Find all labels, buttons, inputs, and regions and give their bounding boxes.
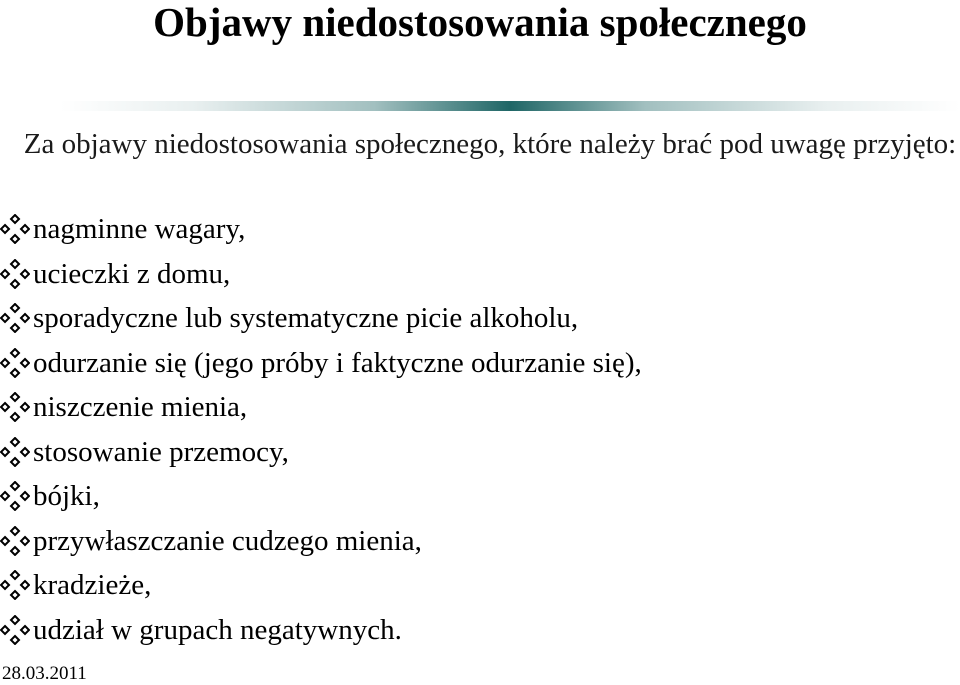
- list-item: [0, 296, 642, 341]
- list-item: [0, 385, 642, 430]
- slide-title: Objawy niedostosowania społecznego: [153, 0, 807, 45]
- list-item: [0, 608, 642, 653]
- list-item-text: stosowanie przemocy,: [33, 435, 289, 468]
- four-diamond-icon: [0, 570, 30, 600]
- four-diamond-icon: [0, 481, 30, 511]
- list-item-text: udział w grupach negatywnych.: [33, 613, 402, 646]
- intro-text: Za objawy niedostosowania społecznego, które należy brać pod uwagę przyjęto:: [23, 128, 957, 160]
- four-diamond-icon: [0, 214, 30, 244]
- list-item-text: kradzieże,: [33, 569, 152, 601]
- list-item: [0, 207, 642, 252]
- slide-date: 28.03.2011: [2, 663, 87, 684]
- list-item: [0, 519, 642, 564]
- four-diamond-icon: [0, 437, 30, 467]
- list-item: [0, 252, 642, 297]
- list-item-text: nagminne wagary,: [33, 213, 246, 245]
- list-item-text: bójki,: [33, 480, 100, 512]
- list-item: [0, 430, 642, 475]
- four-diamond-icon: [0, 392, 30, 422]
- four-diamond-icon: [0, 615, 30, 645]
- list-item-text: sporadyczne lub systematyczne picie alkoholu,: [33, 302, 579, 334]
- list-item: [0, 341, 642, 386]
- four-diamond-icon: [0, 259, 30, 289]
- symptom-list: [0, 207, 642, 652]
- four-diamond-icon: [0, 348, 30, 378]
- list-item: [0, 474, 642, 519]
- list-item-text: odurzanie się (jego próby i faktyczne odurzanie się),: [33, 346, 642, 379]
- list-item: [0, 563, 642, 608]
- title-divider: [60, 101, 960, 111]
- four-diamond-icon: [0, 526, 30, 556]
- list-item-text: przywłaszczanie cudzego mienia,: [33, 524, 422, 557]
- four-diamond-icon: [0, 303, 30, 333]
- list-item-text: ucieczki z domu,: [33, 257, 231, 290]
- list-item-text: niszczenie mienia,: [33, 391, 248, 423]
